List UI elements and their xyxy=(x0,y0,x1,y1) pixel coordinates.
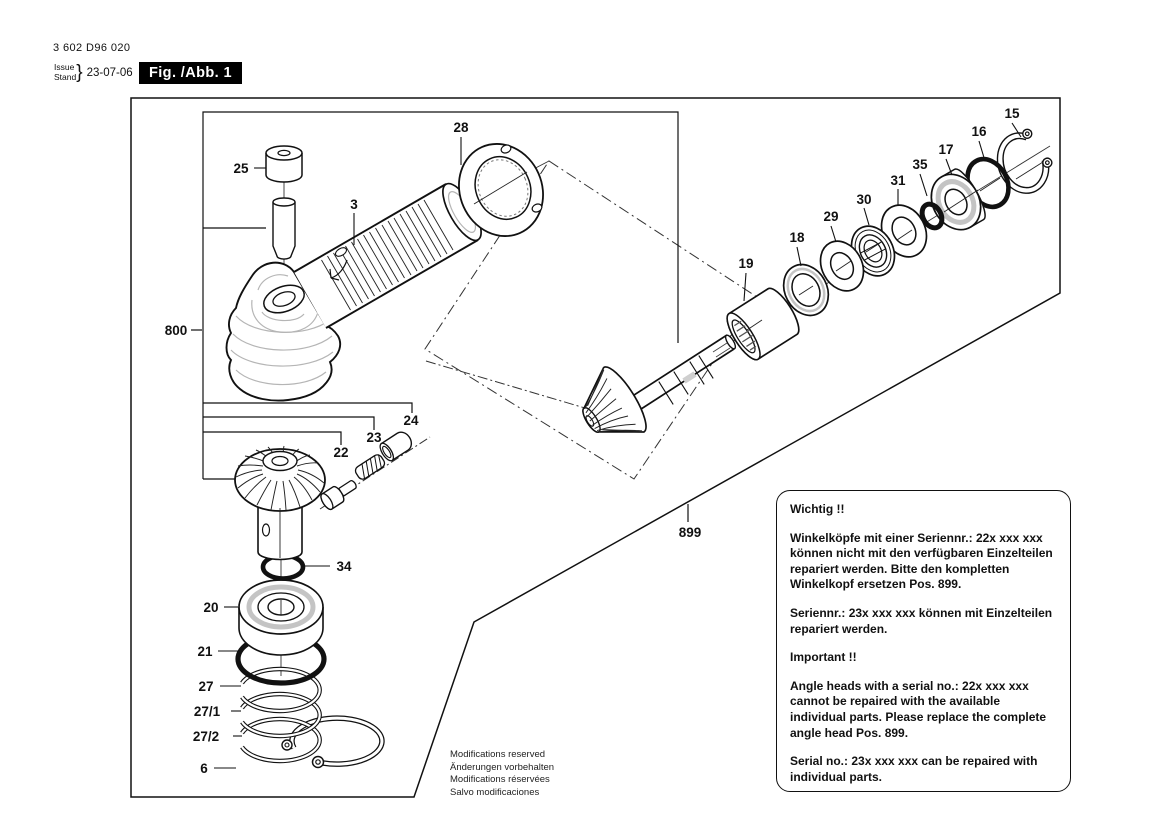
part-label-19: 19 xyxy=(738,256,754,271)
bevel-pinion-gear xyxy=(567,362,653,455)
part-label-800: 800 xyxy=(164,323,188,338)
part-label-27: 27 xyxy=(198,679,214,694)
part-27-2-wave-spring xyxy=(242,719,320,761)
part-label-17: 17 xyxy=(938,142,954,157)
part-label-22: 22 xyxy=(333,445,349,460)
hub-cross-hole xyxy=(263,524,270,536)
bracket-22 xyxy=(203,432,341,445)
part-label-31: 31 xyxy=(890,173,906,188)
note-body-en-2: Serial no.: 23x xxx xxx can be repaired with individual parts. xyxy=(790,754,1038,784)
document-number: 3 602 D96 020 xyxy=(53,42,131,54)
part-label-29: 29 xyxy=(823,209,839,224)
part-27-1-wave-spring xyxy=(242,694,320,736)
part-label-35: 35 xyxy=(912,157,928,172)
bracket-24 xyxy=(203,403,412,413)
part-pin xyxy=(273,198,295,259)
modifications-notice xyxy=(450,749,554,799)
part-label-27-1: 27/1 xyxy=(193,704,221,719)
note-body-en-1: Angle heads with a serial no.: 22x xxx xxx cannot be repaired with the available individual parts. Please replace the complete angle head Pos. 899. xyxy=(790,678,1047,740)
important-note-box xyxy=(776,490,1071,792)
brace-glyph: } xyxy=(76,62,83,83)
modifications-line-en: Modifications reserved xyxy=(450,749,546,760)
part-label-6: 6 xyxy=(200,761,208,776)
modifications-line-de: Änderungen vorbehalten xyxy=(450,761,555,773)
issue-label: Issue xyxy=(54,62,75,72)
part-label-24: 24 xyxy=(403,413,419,428)
part-label-34: 34 xyxy=(336,559,352,574)
part-label-21: 21 xyxy=(197,644,213,659)
note-body-de-1: Winkelköpfe mit einer Seriennr.: 22x xxx xxx können nicht mit den verfügbaren Einzelteilen repariert werden. Bitte den kompletten Winkelkopf ersetzen Pos. 899. xyxy=(790,530,1053,592)
part-label-27-2: 27/2 xyxy=(192,729,220,744)
part-label-16: 16 xyxy=(971,124,987,139)
part-label-3: 3 xyxy=(350,197,358,212)
part-label-20: 20 xyxy=(203,600,219,615)
part-label-15: 15 xyxy=(1004,106,1020,121)
part-3-threaded-neck xyxy=(294,178,488,328)
note-body-de-2: Seriennr.: 23x xxx xxx können mit Einzelteilen repariert werden. xyxy=(790,605,1053,636)
part-label-18: 18 xyxy=(789,230,805,245)
modifications-line-es: Salvo modificaciones xyxy=(450,786,540,798)
note-heading-de: Wichtig !! xyxy=(790,502,845,516)
part-label-25: 25 xyxy=(233,161,249,176)
part-25-cap xyxy=(266,146,302,182)
note-heading-en: Important !! xyxy=(790,650,857,665)
issue-date: 23-07-06 xyxy=(86,66,133,79)
modifications-line-fr: Modifications réservées xyxy=(450,774,550,786)
bracket-23 xyxy=(203,417,374,430)
part-label-899: 899 xyxy=(678,525,702,540)
stand-label: Stand xyxy=(54,71,77,82)
part-pinion-shaft xyxy=(567,334,737,455)
part-label-23: 23 xyxy=(366,430,382,445)
figure-title-badge: Fig. /Abb. 1 xyxy=(139,62,242,84)
part-spindle-bevel-gear xyxy=(235,446,325,560)
part-24-cap xyxy=(378,429,415,463)
part-label-30: 30 xyxy=(856,192,872,207)
part-label-28: 28 xyxy=(453,120,469,135)
part-20-bearing xyxy=(239,580,323,655)
